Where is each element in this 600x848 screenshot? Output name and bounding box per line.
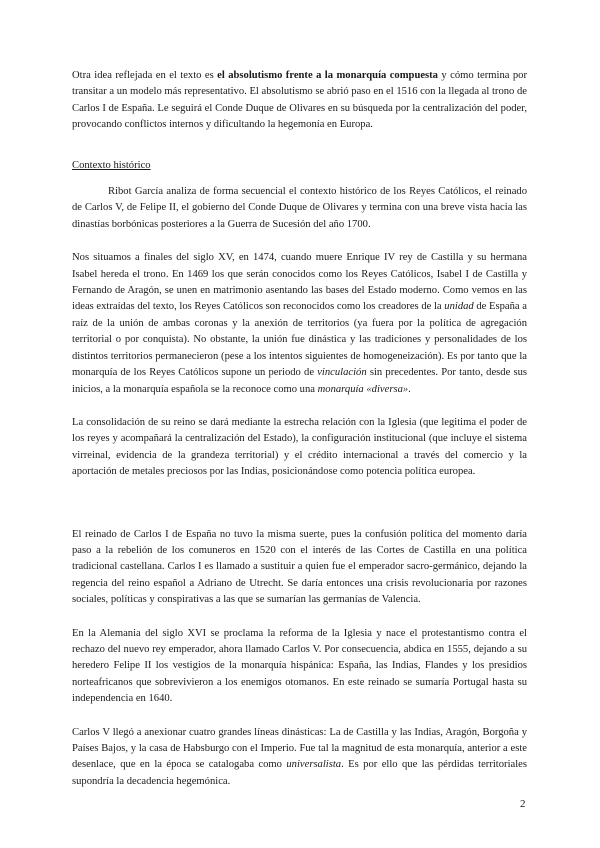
paragraph-catholic-monarchs [72, 250, 527, 398]
bold-phrase: el absolutismo frente a la monarquía compuesta [217, 70, 438, 81]
italic-word: monarquía «diversa» [317, 383, 409, 395]
text-span: Nos situamos a finales del siglo XV, en 1474, cuando muere Enrique IV rey de Castilla y su hermana Isabel hereda el trono. En 1469 los que serán conocidos como los Reyes Católicos, Isabel I de Castilla y Fernando de Aragón, se unen en matrimonio asentando las bases del Estado moderno. Como vemos en las ideas extraídas del texto, los Reyes Católicos son reconocidos como los creadores de la [72, 252, 527, 313]
italic-word: vinculación [317, 367, 367, 379]
paragraph-intro: Ribot García analiza de forma secuencial el contexto histórico de los Reyes Católicos, el reinado de Carlos V, de Felipe II, el gobierno del Conde Duque de Olivares y termina con una breve vista hacia las dinastías borbónicas posteriores a la Guerra de Sucesión del año 1700. [72, 186, 527, 230]
paragraph-carlos-v [72, 725, 527, 791]
italic-word: universalista [286, 759, 342, 771]
page-number: 2 [520, 798, 526, 810]
paragraph-consolidation: La consolidación de su reino se dará mediante la estrecha relación con la Iglesia (que legitima el poder de los reyes y acompañará la centralización del Estado), la configuración institucional (que incluye el sistema virreinal, evidencia de la grandeza territorial) y el crédito internacional a través del comercio y la aportación de metales preciosos por las Indias, posicionándose como potencia política europea. [72, 416, 527, 478]
text-span: Otra idea reflejada en el texto es [72, 70, 218, 81]
text-span: . [408, 383, 411, 395]
text-span: de España a raíz de la unión de ambas coronas y la anexión de territorios (ya fuera por la política de agregación territorial o por conquista). No obstante, la unión fue dinástica y las tradiciones y personalidades de los distintos territorios permanecieron (pese a los intentos siguientes de homogeneización). Es por tanto que la monarquía de los Reyes Católicos supone un periodo de [72, 301, 527, 379]
text-span: sin precedentes. Por tanto, desde sus inicios, a la monarquía española se la reconoce como una [72, 367, 527, 395]
document-body [72, 68, 527, 790]
section-heading: Contexto histórico [72, 159, 151, 171]
text-span: Carlos V llegó a anexionar cuatro grandes líneas dinásticas: La de Castilla y las Indias, Aragón, Borgoña y Países Bajos, y la casa de Habsburgo con el Imperio. Fue tal la magnitud de esta monarquía, anterior a este desenlace, que en la época se catalogaba como [72, 726, 527, 771]
paragraph-absolutism [72, 68, 527, 134]
text-span: y cómo termina por transitar a un modelo más representativo. El absolutismo se abrió paso en el 1516 con la llegada al trono de Carlos I de España. Le seguirá el Conde Duque de Olivares en su búsqueda por la centralización del poder, provocando conflictos internos y dificultando la hegemonía en Europa. [72, 70, 527, 131]
text-span: . Es por ello que las pérdidas territoriales supondría la decadencia hegemónica. [72, 759, 527, 787]
paragraph-germany: En la Alemania del siglo XVI se proclama la reforma de la Iglesia y nace el protestantismo contra el rechazo del nuevo rey emperador, ahora llamado Carlos V. Por consecuencia, abdica en 1555, dejando a su heredero Felipe II los vestigios de la monarquía hispánica: España, las Indias, Flandes y los presidios norteafricanos que sobrevivieron a los enemigos otomanos. En este reinado se sumaría Portugal hasta su independencia en 1640. [72, 627, 527, 705]
italic-word: unidad [444, 301, 474, 313]
paragraph-carlos-i: El reinado de Carlos I de España no tuvo la misma suerte, pues la confusión política del momento daría paso a la rebelión de los comuneros en 1520 con el interés de las Cortes de Castilla en una política tradicional castellana. Carlos I es llamado a sustituir a quien fue el emperador sacro-germánico, dejando la regencia del reino español a Adriano de Utrecht. Se daría entonces una crisis revolucionaria por razones sociales, políticas y conspirativas a las que se sumarían las germanías de Valencia. [72, 528, 527, 606]
